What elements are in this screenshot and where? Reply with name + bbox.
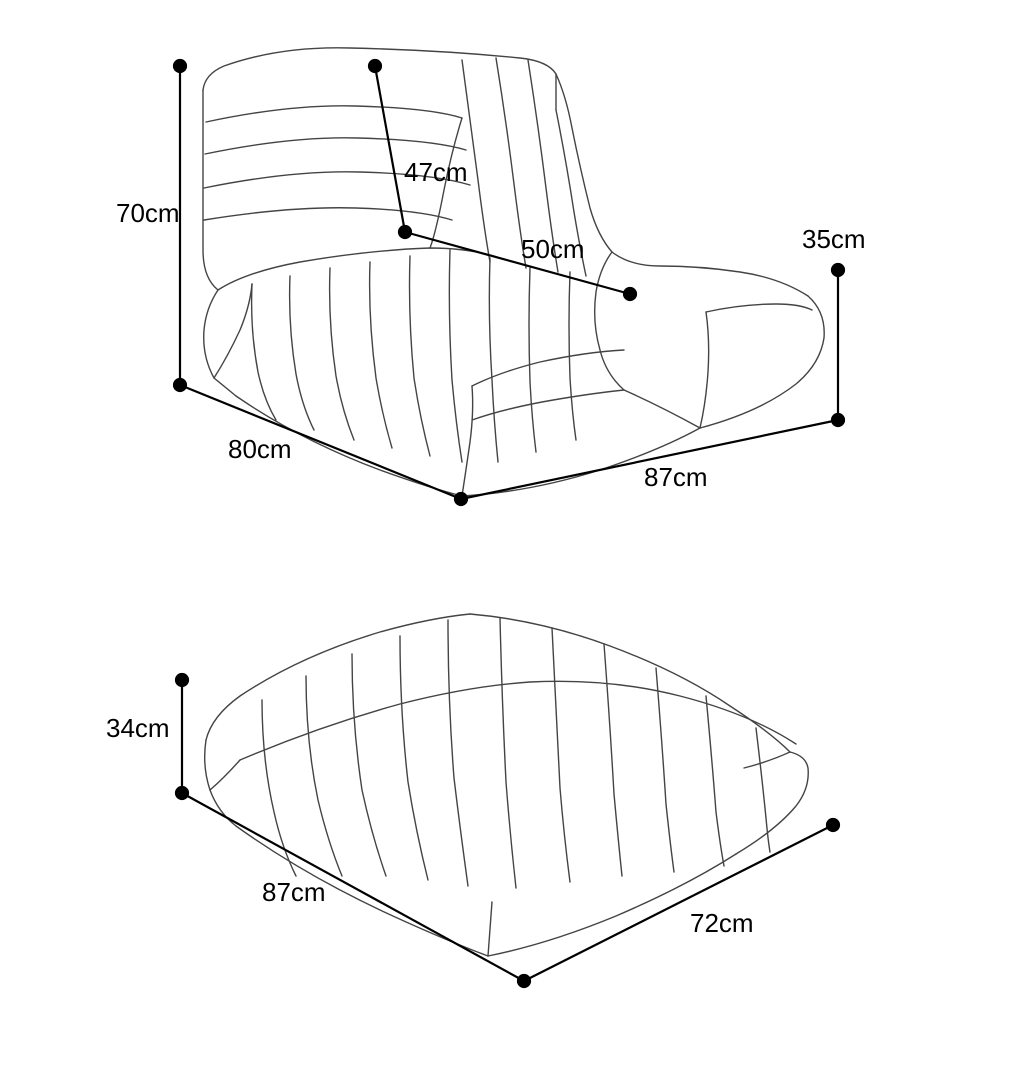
dim-label-87: 87cm	[644, 462, 708, 492]
ottoman-dimension-lines	[176, 674, 839, 987]
dim-line-87b	[182, 793, 524, 981]
sofa-chair-drawing	[203, 48, 824, 496]
dim-endpoint-50-right	[624, 288, 636, 300]
dim-label-47: 47cm	[404, 157, 468, 187]
dim-line-72	[524, 825, 833, 981]
dim-line-47	[375, 66, 405, 232]
dim-label-ottoman-72: 72cm	[690, 908, 754, 938]
dim-label-50: 50cm	[521, 234, 585, 264]
dim-label-ottoman-87: 87cm	[262, 877, 326, 907]
dim-endpoint-34-top	[176, 674, 188, 686]
dim-label-height-70: 70cm	[116, 198, 180, 228]
dim-endpoint-72-right	[827, 819, 839, 831]
dim-label-80: 80cm	[228, 434, 292, 464]
dim-endpoint-70-top	[174, 60, 186, 72]
dim-label-35: 35cm	[802, 224, 866, 254]
dim-endpoint-47-top	[369, 60, 381, 72]
dim-line-80	[180, 385, 461, 499]
dim-label-ottoman-34: 34cm	[106, 713, 170, 743]
dim-line-50	[405, 232, 630, 294]
dim-endpoint-35-top	[832, 264, 844, 276]
